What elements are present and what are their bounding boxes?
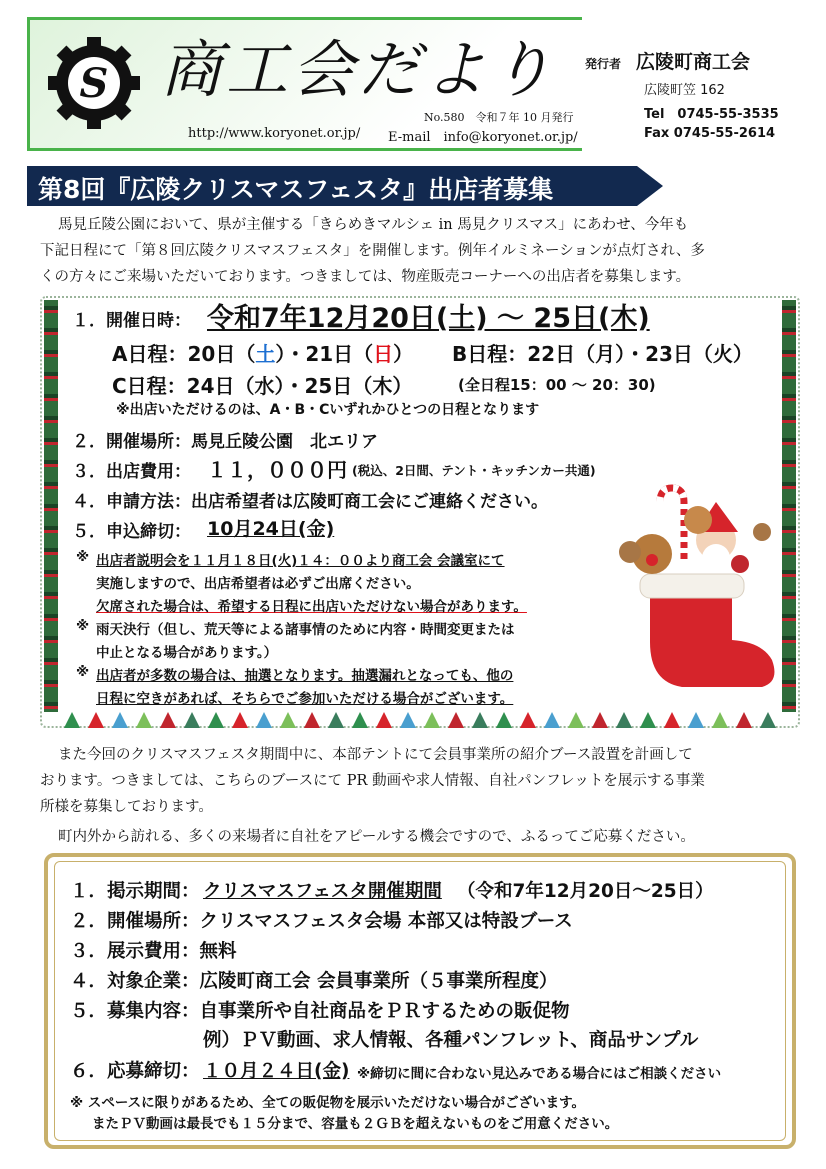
tree-icon <box>712 712 728 728</box>
middle-line-3: 所様を募集しております。 <box>40 799 213 815</box>
issue-number: No.580 令和７年 10 月発行 <box>424 111 574 124</box>
booth-period-note: （令和7年12月20日～25日） <box>457 881 714 902</box>
booth-cost: ３．展示費用：無料 <box>70 941 237 962</box>
tree-icon <box>328 712 344 728</box>
middle-line-2: おります。つきましては、こちらのブースにて PR 動画や求人情報、自社パンフレットを展示する事業 <box>40 773 705 789</box>
booth-deadline-value: １０月２４日(金) <box>203 1061 350 1082</box>
note-rain-2: 中止となる場合があります。） <box>96 645 278 661</box>
tree-icon <box>112 712 128 728</box>
booth-note-2: またＰＶ動画は最長でも１５分まで、容量も２ＧＢを超えないものをご用意ください。 <box>92 1116 619 1132</box>
newsletter-title: 商工会だより <box>160 33 557 106</box>
intro-line-3: くの方々にご来場いただいております。つきましては、物産販売コーナーへの出店者を募集します。 <box>40 269 691 285</box>
note-rain-1: 雨天決行（但し、荒天等による諸事情のために内容・時間変更または <box>96 622 515 638</box>
booth-deadline-label: ６．応募締切： <box>70 1061 200 1082</box>
tree-icon <box>160 712 176 728</box>
schedule-a <box>112 338 413 367</box>
banner-arrow <box>637 166 663 206</box>
fee-label: ３．出店費用： <box>72 462 191 482</box>
tree-icon <box>280 712 296 728</box>
tree-icon <box>664 712 680 728</box>
schedule-a-day2: ）・21日（ <box>275 342 374 366</box>
deadline-label: ５．申込締切： <box>72 522 191 542</box>
tree-icon <box>88 712 104 728</box>
tree-icon <box>136 712 152 728</box>
tree-icon <box>736 712 752 728</box>
booth-deadline-note: ※締切に間に合わない見込みである場合にはご相談ください <box>357 1066 722 1082</box>
note-lottery-2: 日程に空きがあれば、そちらでご参加いただける場合がございます。 <box>96 691 514 707</box>
note-lottery-1: 出店者が多数の場合は、抽選となります。抽選漏れとなっても、他の <box>96 668 514 684</box>
schedule-a-end: ） <box>393 342 414 366</box>
intro-line-1: 馬見丘陵公園において、県が主催する「きらめきマルシェ in 馬見クリスマス」にあわせ、今年も <box>58 217 689 233</box>
publisher-label: 発行者 <box>585 57 622 71</box>
apply-method: ４．申請方法：出店希望者は広陵町商工会にご連絡ください。 <box>72 492 548 512</box>
tree-icon <box>184 712 200 728</box>
schedule-note: ※出店いただけるのは、A・B・Cいずれかひとつの日程となります <box>116 402 540 418</box>
email-link[interactable]: E-mail info@koryonet.or.jp/ <box>388 130 578 145</box>
schedule-c: C日程：24日（水）・25日（木） <box>112 374 413 398</box>
christmas-boot-illustration <box>612 482 782 704</box>
note-briefing-1: 出店者説明会を１１月１８日(火)１４：００より商工会 会議室にて <box>96 553 505 569</box>
date-value: 令和7年12月20日(土) ～ 25日(木) <box>207 303 650 334</box>
tree-icon <box>544 712 560 728</box>
middle-line-1: また今回のクリスマスフェスタ期間中に、本部テントにて会員事業所の紹介ブース設置を計画して <box>58 747 693 763</box>
tree-icon <box>688 712 704 728</box>
booth-period-label: １．掲示期間： <box>70 881 200 902</box>
svg-text:S: S <box>79 60 109 107</box>
tree-icon <box>448 712 464 728</box>
saturday-mark: 土 <box>255 342 276 366</box>
sunday-mark: 日 <box>373 342 394 366</box>
tree-icon <box>64 712 80 728</box>
tree-icon <box>568 712 584 728</box>
holly-vine-left <box>44 300 58 712</box>
schedule-b: B日程：22日（月）・23日（火） <box>452 342 753 366</box>
schedule-a-day1: 20日（ <box>187 342 256 366</box>
note-mark-2: ※ <box>76 618 90 634</box>
tree-icon <box>256 712 272 728</box>
booth-content-example: 例）ＰＶ動画、求人情報、各種パンフレット、商品サンプル <box>203 1030 699 1051</box>
deadline-value: 10月24日(金) <box>207 518 335 540</box>
tree-icon <box>424 712 440 728</box>
note-briefing-2: 実施しますので、出店希望者は必ずご出席ください。 <box>96 576 420 592</box>
middle-line-4: 町内外から訪れる、多くの来場者に自社をアピールする機会ですので、ふるってご応募ください。 <box>58 829 695 845</box>
booth-place: ２．開催場所：クリスマスフェスタ会場 本部又は特設ブース <box>70 911 573 932</box>
fee-note: (税込、2日間、テント・キッチンカー共通) <box>352 463 596 478</box>
holly-vine-right <box>782 300 796 712</box>
website-link[interactable]: http://www.koryonet.or.jp/ <box>188 126 361 141</box>
tree-icon <box>472 712 488 728</box>
tree-icon <box>352 712 368 728</box>
tree-icon <box>640 712 656 728</box>
tree-icon <box>592 712 608 728</box>
booth-note-1: ※ スペースに限りがあるため、全ての販促物を展示いただけない場合がございます。 <box>70 1095 586 1111</box>
venue: ２．開催場所：馬見丘陵公園 北エリア <box>72 432 378 452</box>
fee-value: １１，０００円 <box>207 458 347 482</box>
booth-period-value: クリスマスフェスタ開催期間 <box>203 881 442 902</box>
note-briefing-3: 欠席された場合は、希望する日程に出店いただけない場合があります。 <box>96 599 527 615</box>
intro-line-2: 下記日程にて「第８回広陵クリスマスフェスタ」を開催します。例年イルミネーションが点灯され、多 <box>40 243 705 259</box>
tree-icon <box>616 712 632 728</box>
christmas-tree-border <box>60 710 780 732</box>
tree-icon <box>520 712 536 728</box>
gear-logo-icon <box>44 33 144 133</box>
tree-icon <box>376 712 392 728</box>
tree-icon <box>760 712 776 728</box>
tree-icon <box>208 712 224 728</box>
tree-icon <box>496 712 512 728</box>
event-hours: (全日程15：00 ～ 20：30) <box>458 376 656 394</box>
publisher-name: 広陵町商工会 <box>636 51 751 73</box>
tree-icon <box>232 712 248 728</box>
publisher-fax: Fax 0745-55-2614 <box>644 126 776 141</box>
tree-icon <box>400 712 416 728</box>
schedule-a-label: A日程： <box>112 342 188 366</box>
booth-target: ４．対象企業：広陵町商工会 会員事業所（５事業所程度） <box>70 971 558 992</box>
note-mark-1: ※ <box>76 549 90 565</box>
note-mark-3: ※ <box>76 664 90 680</box>
tree-icon <box>304 712 320 728</box>
date-label: １．開催日時： <box>72 311 191 331</box>
booth-content: ５．募集内容：自事業所や自社商品をＰＲするための販促物 <box>70 1001 570 1022</box>
banner-title: 第8回『広陵クリスマスフェスタ』出店者募集 <box>38 175 554 204</box>
publisher-address: 広陵町笠 162 <box>644 83 725 98</box>
publisher-tel: Tel 0745-55-3535 <box>644 107 779 122</box>
